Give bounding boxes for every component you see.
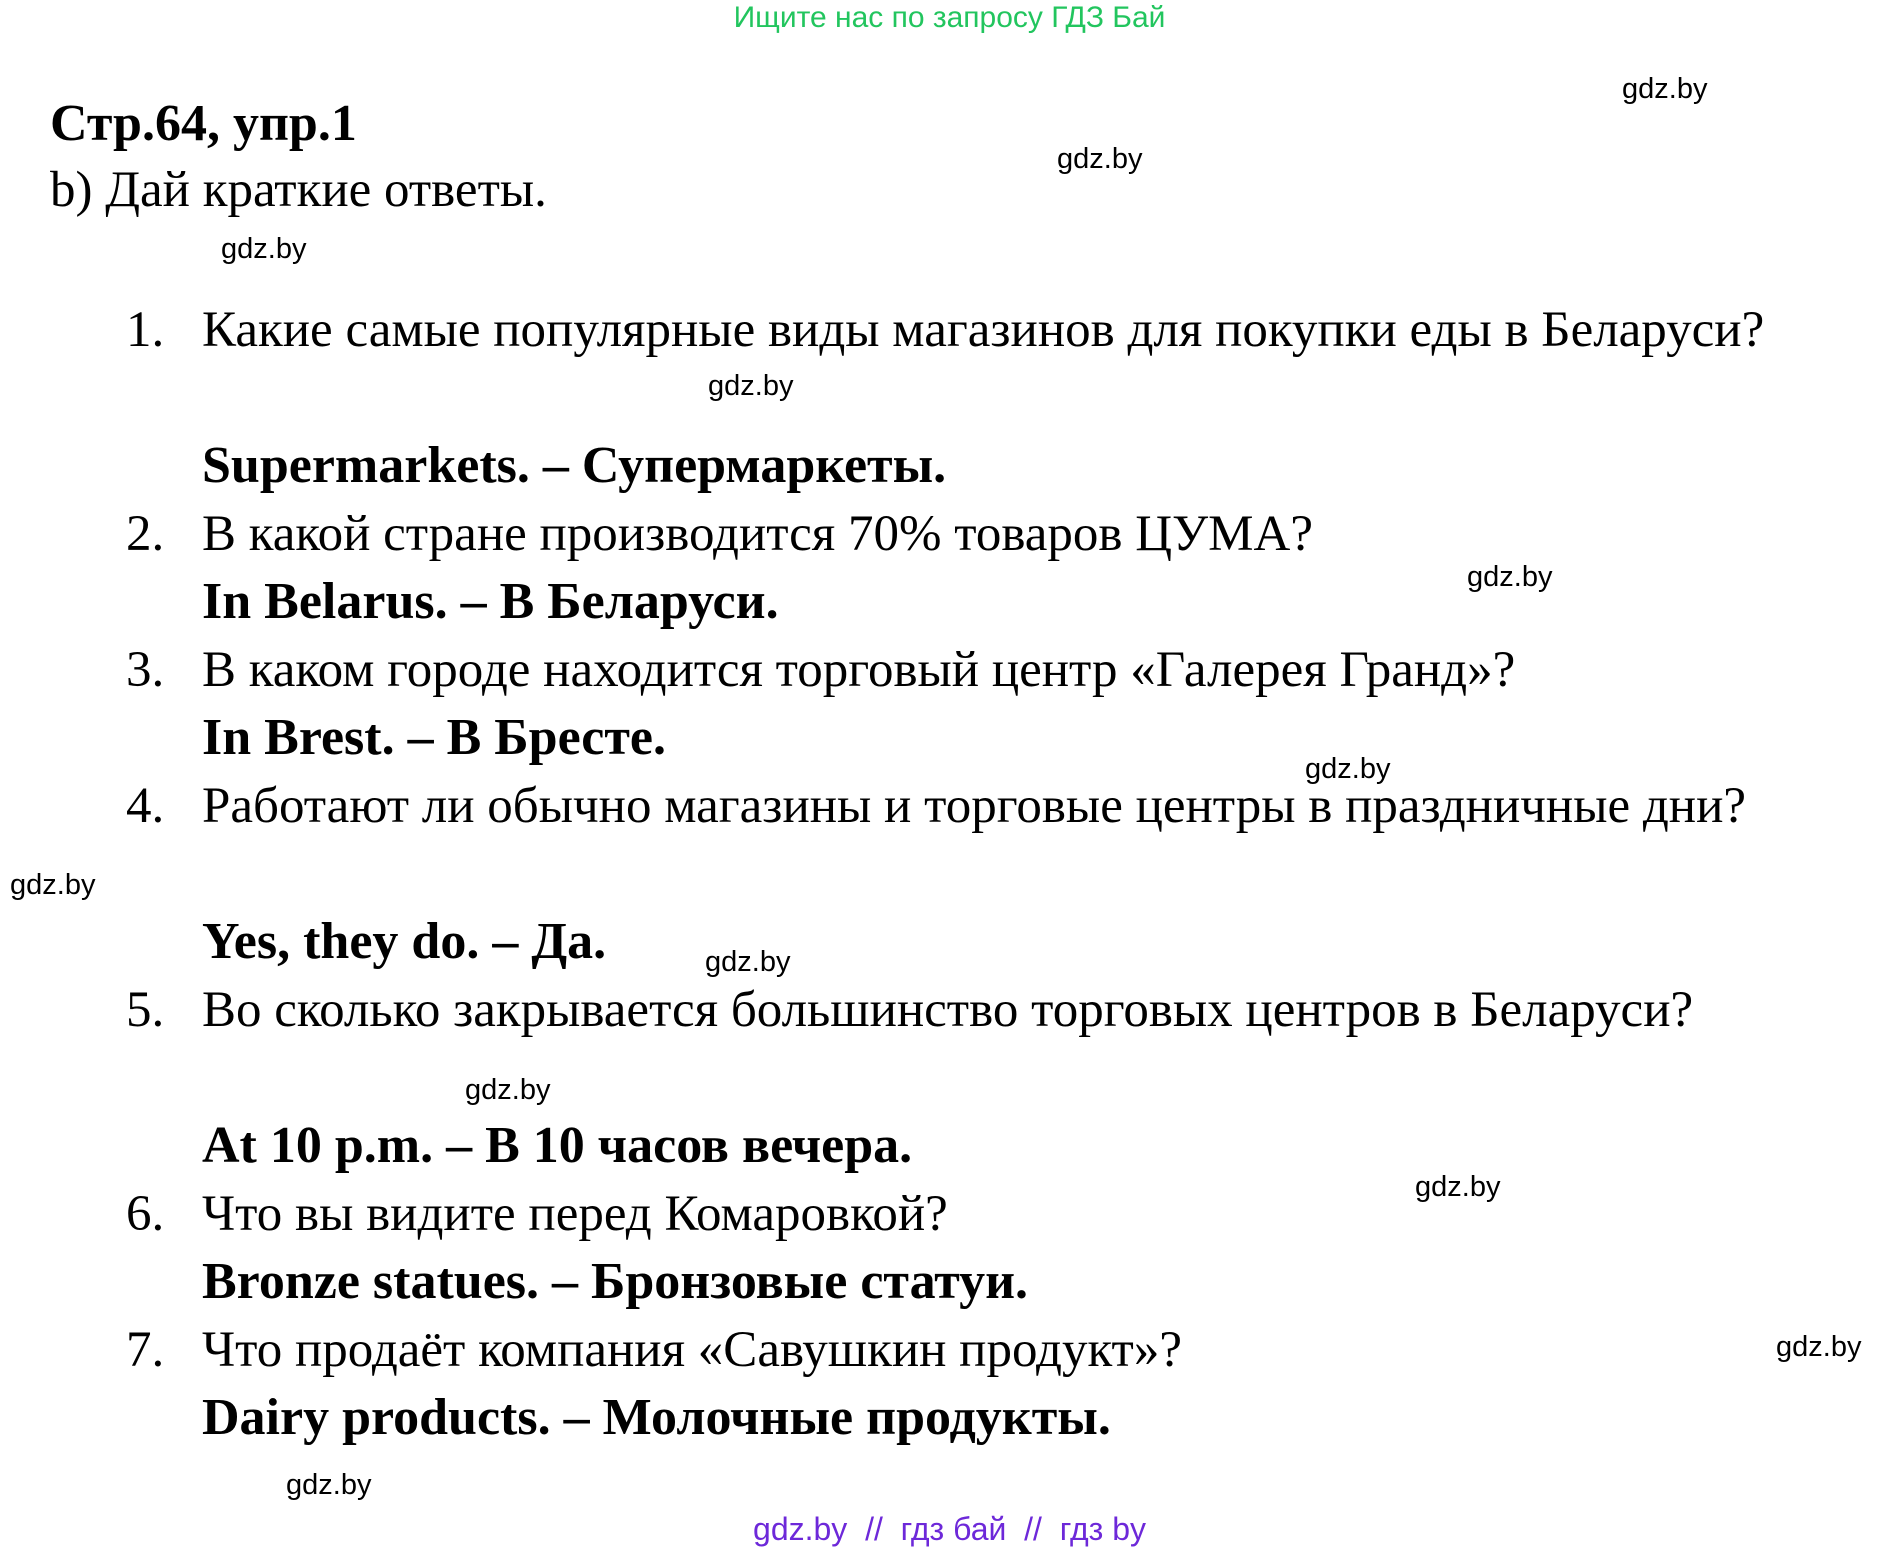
question-number: 1. <box>126 302 165 358</box>
footer-link-gdz-bai[interactable]: гдз бай <box>900 1511 1007 1547</box>
question-text: Какие самые популярные виды магазинов для покупки еды в Беларуси? <box>202 302 1765 358</box>
answer-text: Dairy products. – Молочные продукты. <box>202 1389 1111 1446</box>
page-title: Стр.64, упр.1 <box>50 95 357 152</box>
question-text: Что вы видите перед Комаровкой? <box>202 1186 948 1242</box>
watermark: gdz.by <box>221 233 307 265</box>
watermark: gdz.by <box>705 946 791 978</box>
watermark: gdz.by <box>1622 73 1708 105</box>
answer-text: Yes, they do. – Да. <box>202 913 607 970</box>
footer-link-gdz-by-cyr[interactable]: гдз by <box>1059 1511 1146 1547</box>
watermark: gdz.by <box>1305 753 1391 785</box>
watermark: gdz.by <box>1057 143 1143 175</box>
answer-text: Supermarkets. – Супермаркеты. <box>202 437 947 494</box>
question-number: 2. <box>126 506 165 562</box>
footer-links <box>0 1510 1899 1548</box>
question-text: Что продаёт компания «Савушкин продукт»? <box>202 1322 1182 1378</box>
watermark: gdz.by <box>1415 1171 1501 1203</box>
answer-text: Bronze statues. – Бронзовые статуи. <box>202 1253 1029 1310</box>
question-number: 3. <box>126 642 165 698</box>
answer-text: In Belarus. – В Беларуси. <box>202 573 779 630</box>
question-number: 5. <box>126 982 165 1038</box>
watermark: gdz.by <box>286 1469 372 1501</box>
top-banner: Ищите нас по запросу ГДЗ Бай <box>733 1 1166 34</box>
question-text: Работают ли обычно магазины и торговые центры в праздничные дни? <box>202 778 1747 834</box>
answer-text: In Brest. – В Бресте. <box>202 709 667 766</box>
footer-separator: // <box>865 1511 883 1547</box>
question-text: В какой стране производится 70% товаров ЦУМА? <box>202 506 1313 562</box>
answer-text: At 10 p.m. – В 10 часов вечера. <box>202 1117 913 1174</box>
question-text: Во сколько закрывается большинство торговых центров в Беларуси? <box>202 982 1694 1038</box>
watermark: gdz.by <box>1776 1331 1862 1363</box>
question-number: 7. <box>126 1322 165 1378</box>
task-subtitle: b) Дай краткие ответы. <box>50 162 547 218</box>
watermark: gdz.by <box>465 1074 551 1106</box>
watermark: gdz.by <box>10 869 96 901</box>
footer-link-gdz-by[interactable]: gdz.by <box>753 1511 848 1547</box>
question-text: В каком городе находится торговый центр «Галерея Гранд»? <box>202 642 1516 698</box>
watermark: gdz.by <box>708 370 794 402</box>
question-number: 6. <box>126 1186 165 1242</box>
watermark: gdz.by <box>1467 561 1553 593</box>
question-number: 4. <box>126 778 165 834</box>
footer-separator: // <box>1024 1511 1042 1547</box>
